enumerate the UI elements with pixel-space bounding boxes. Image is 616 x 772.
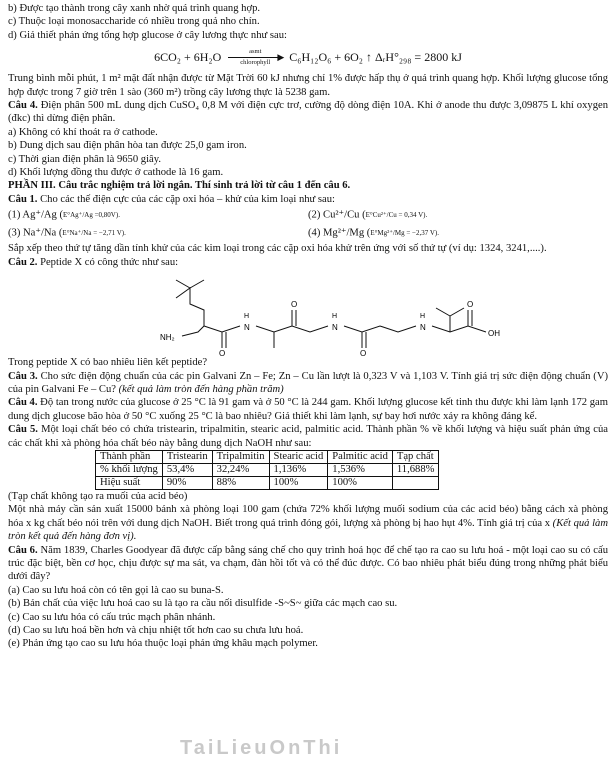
watermark: TaiLieuOnThi: [180, 737, 343, 759]
fat-composition-table: [95, 450, 439, 490]
arrow-top-label: asmt: [249, 48, 262, 56]
table-note: (Tạp chất không tạo ra muối của acid béo): [8, 490, 188, 502]
mol-nh2: NH₂: [160, 333, 175, 343]
question-label: Câu 3.: [8, 370, 38, 382]
potential-4: E°Mg²⁺/Mg = −2,37 V).: [370, 229, 439, 238]
mol-h-2: H: [332, 313, 338, 321]
statement-6d: (d) Cao su lưu hoá bền hơn và chịu nhiệt tốt hơn cao su chưa lưu hoá.: [8, 625, 304, 636]
question-label: Câu 1.: [8, 193, 38, 205]
question-label: Câu 5.: [8, 424, 38, 436]
arrow-bottom-label: chlorophyll: [240, 59, 271, 67]
mol-o-2: O: [291, 300, 298, 310]
line-c: c) Thuộc loại monosaccharide có nhiều trong quả nho chín.: [8, 16, 260, 28]
statement-d: d) Khối lượng đồng thu được ở cathode là 16 gam.: [8, 167, 224, 179]
question-1: Câu 1. Cho các thế điện cực của các cặp oxi hóa – khử của kim loại như sau:: [8, 193, 335, 205]
photosynthesis-equation: [8, 42, 608, 72]
paragraph-glucose: Trung bình mỗi phút, 1 m² mặt đất nhận được từ Mặt Trời 60 kJ nhưng chỉ 1% được hấp thụ ở quá trình quang hợp. Khối lượng glucose tổng hợp được trong 7 giờ trên 1 sào (360 m²) trồng cây lương thực là 5238 gam.: [8, 73, 608, 98]
table-cell: Tristearin: [162, 450, 212, 463]
statement-b: b) Dung dịch sau điện phân hòa tan được 25,0 gam iron.: [8, 140, 247, 152]
question-2: Câu 2. Peptide X có công thức như sau:: [8, 256, 179, 268]
table-cell: 53,4%: [162, 463, 212, 476]
table-cell: Tạp chất: [392, 450, 439, 463]
table-cell: [392, 476, 439, 489]
mol-o-4: O: [467, 300, 474, 310]
potential-3: E°Na⁺/Na = −2,71 V).: [62, 229, 126, 238]
table-row: [96, 463, 439, 476]
statement-6c: (c) Cao su lưu hóa có cấu trúc mạch phân nhánh.: [8, 611, 216, 623]
statement-6a: (a) Cao su lưu hoá còn có tên gọi là cao su buna-S.: [8, 584, 224, 596]
question-label: Câu 4.: [8, 100, 38, 112]
table-cell: Thành phần: [96, 450, 163, 463]
potential-row-2: [8, 224, 608, 242]
mol-o-1: O: [219, 349, 226, 357]
mol-n-1: N: [244, 323, 250, 333]
table-cell: Tripalmitin: [212, 450, 269, 463]
potential-row-1: [8, 206, 608, 224]
mol-h-1: H: [244, 313, 250, 321]
question-label: Câu 4.: [8, 397, 38, 409]
table-row: [96, 450, 439, 463]
table-cell: 1,136%: [269, 463, 328, 476]
table-cell: 1,536%: [328, 463, 393, 476]
mol-oh: OH: [488, 329, 500, 339]
mol-n-2: N: [332, 323, 338, 333]
mol-h-3: H: [420, 313, 426, 321]
question-6: Câu 6. Năm 1839, Charles Goodyear đã được cấp bằng sáng chế cho quy trình hoá học để chế tạo ra cao su lưu hoá - một loại cao su có cấu trúc đặc biệt, bền cơ học, chịu được sự ma sát, va chạm, đàn hồi tốt và có thể đúc được. Có bao nhiêu phát biểu đúng trong những phát biểu dưới đây?: [8, 544, 608, 583]
question-4-solubility: Câu 4. Độ tan trong nước của glucose ở 25 °C là 91 gam và ở 50 °C là 244 gam. Khối lượng glucose kết tinh thu được khi làm lạnh 172 gam dung dịch glucose bão hòa ở 50 °C xuống 25 °C là bao nhiêu? Giả thiết khi làm lạnh, sự bay hơi nước xảy ra không đáng kể.: [8, 397, 608, 422]
equation-left: 6CO₂ + 6H₂O: [154, 50, 222, 65]
table-cell: 32,24%: [212, 463, 269, 476]
table-cell: 11,688%: [392, 463, 439, 476]
table-cell: 100%: [328, 476, 393, 489]
question-4-electrolysis: Câu 4. Điện phân 500 mL dung dịch CuSO₄ 0,8 M với điện cực trơ, cường độ dòng điện 10A. Khi ở anode thu được 3,09875 L khí oxygen (đkc) thì dừng điện phân.: [8, 100, 608, 125]
peptide-structure: [8, 270, 608, 356]
pair-4: (4) Mg²⁺/Mg (: [308, 227, 371, 239]
reaction-arrow-icon: asmt ▶ chlorophyll: [226, 48, 284, 68]
statement-6e: (e) Phản ứng tạo cao su lưu hóa thuộc loại phản ứng khâu mạch polymer.: [8, 638, 318, 650]
question-5: Câu 5. Một loại chất béo có chứa tristearin, tripalmitin, stearic acid, palmitic acid. Thành phần % về khối lượng và hiệu suất phản ứng của các chất khi xà phòng hóa chất béo này bằng dung dịch NaOH như sau:: [8, 424, 608, 449]
pair-3: (3) Na⁺/Na (: [8, 227, 63, 239]
table-row: [96, 476, 439, 489]
part-3-heading: PHẦN III. Câu trắc nghiệm trả lời ngắn. Thí sinh trả lời từ câu 1 đến câu 6.: [8, 180, 351, 192]
pair-2: (2) Cu²⁺/Cu (: [308, 209, 366, 221]
question-label: Câu 2.: [8, 256, 38, 268]
statement-6b: (b) Bản chất của việc lưu hoá cao su là tạo ra cầu nối disulfide -S~S~ giữa các mạch cao su.: [8, 598, 398, 610]
question-3: Câu 3. Cho sức điện động chuẩn của các pin Galvani Zn – Fe; Zn – Cu lần lượt là 0,323 V và 1,103 V. Tính giá trị sức điện động chuẩn (V) của pin Galvani Fe – Cu? (kết quả làm tròn đến hàng phần trăm): [8, 370, 608, 395]
question-label: Câu 6.: [8, 544, 38, 556]
mol-o-3: O: [360, 349, 367, 357]
table-cell: Stearic acid: [269, 450, 328, 463]
pair-1: (1) Ag⁺/Ag (: [8, 209, 64, 221]
question-2-ask: Trong peptide X có bao nhiêu liên kết peptide?: [8, 357, 208, 369]
potential-2: E°Cu²⁺/Cu = 0,34 V).: [365, 211, 428, 220]
question-5-details: Một nhà máy cần sản xuất 15000 bánh xà phòng loại 100 gam (chứa 72% khối lượng muối sodium của các acid béo) bằng cách xà phòng hóa x kg chất béo nói trên với dung dịch NaOH. Biết trong quá trình đóng gói, lượng xà phòng bị hao hụt 4%. Tính giá trị của x (Kết quả làm tròn kết quả đến hàng đơn vị).: [8, 504, 609, 543]
table-cell: Palmitic acid: [328, 450, 393, 463]
table-cell: Hiệu suất: [96, 476, 163, 489]
table-cell: 88%: [212, 476, 269, 489]
question-1-instruction: Sắp xếp theo thứ tự tăng dần tính khử của các kim loại trong các cặp oxi hóa khử trên ứng với số thứ tự (ví dụ: 1324, 3241,....).: [8, 243, 547, 255]
equation-right: C₆H₁₂O₆ + 6O₂ ↑ ΔᵣH°₂₉₈ = 2800 kJ: [289, 50, 462, 65]
line-d: d) Giả thiết phản ứng tổng hợp glucose ở cây lương thực như sau:: [8, 29, 287, 41]
statement-c: c) Thời gian điện phân là 9650 giây.: [8, 153, 161, 165]
mol-n-3: N: [420, 323, 426, 333]
potential-1: E°Ag⁺/Ag =0,80V).: [63, 211, 120, 220]
statement-a: a) Không có khí thoát ra ở cathode.: [8, 126, 158, 138]
table-cell: % khối lượng: [96, 463, 163, 476]
table-cell: 100%: [269, 476, 328, 489]
line-b: b) Được tạo thành trong cây xanh nhờ quá trình quang hợp.: [8, 3, 261, 14]
table-cell: 90%: [162, 476, 212, 489]
